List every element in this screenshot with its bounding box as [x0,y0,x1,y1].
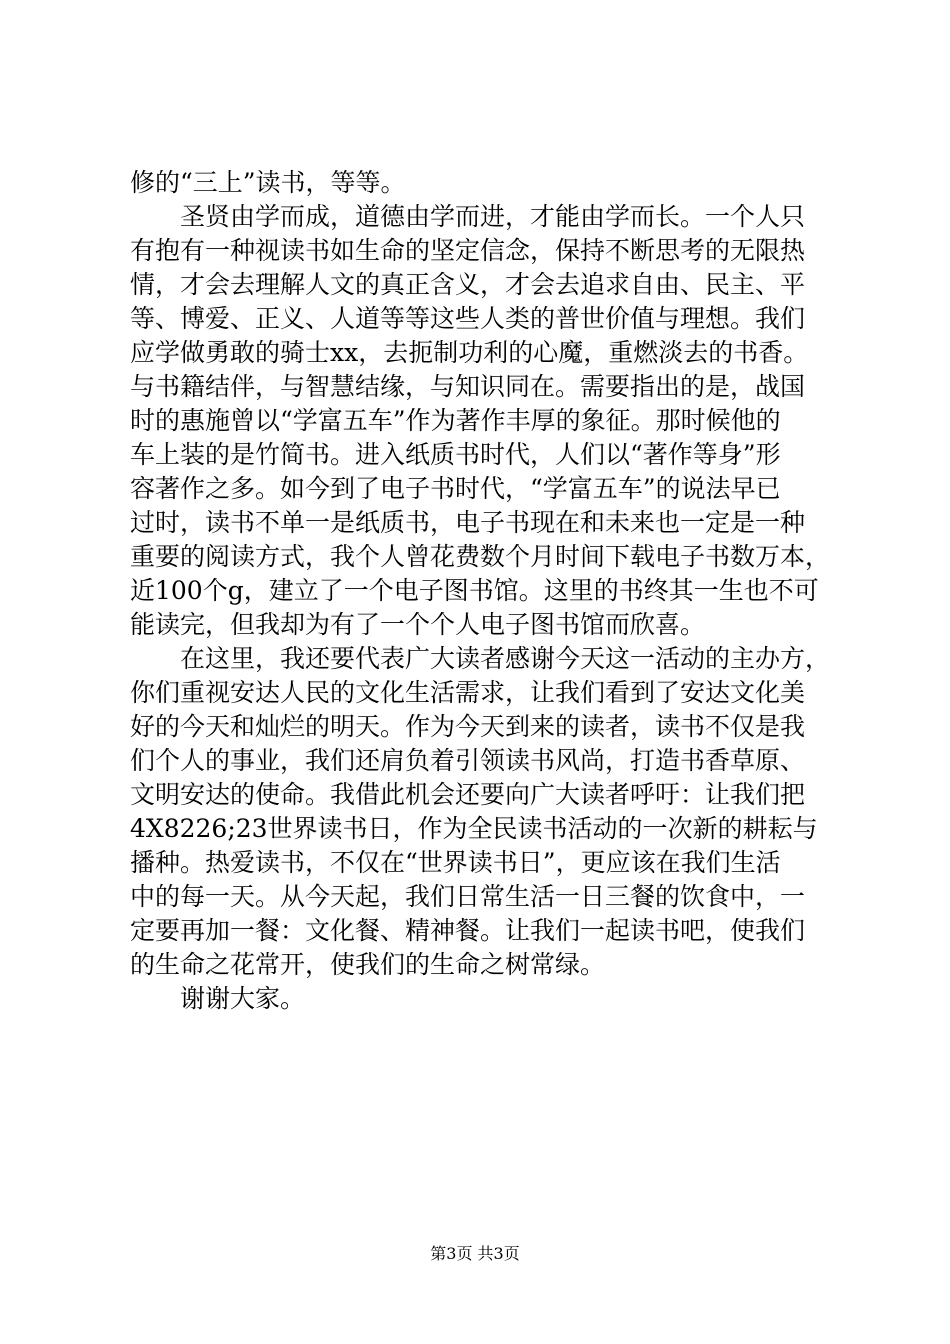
text-line: 过时，读书不单一是纸质书，电子书现在和未来也一定是一种 [130,508,806,537]
text-line: 中的每一天。从今天起，我们日常生活一日三餐的饮食中，一 [130,882,806,911]
text-line: 修的“三上”读书，等等。 [130,168,406,197]
text-line: 定要再加一餐：文化餐、精神餐。让我们一起读书吧，使我们 [130,916,806,945]
text-line: 的生命之花常开，使我们的生命之树常绿。 [130,950,606,979]
text-line: 们个人的事业，我们还肩负着引领读书风尚，打造书香草原、 [130,746,806,775]
text-line: 与书籍结伴，与智慧结缘，与知识同在。需要指出的是，战国 [130,372,806,401]
text-line: 谢谢大家。 [130,984,306,1013]
text-line: 时的惠施曾以“学富五车”作为著作丰厚的象征。那时候他的 [130,406,781,435]
text-line: 近100个g，建立了一个电子图书馆。这里的书终其一生也不可 [130,576,819,605]
page-number-footer: 第3页 共3页 [430,1244,520,1263]
text-line: 情，才会去理解人文的真正含义，才会去追求自由、民主、平 [130,270,806,299]
text-line: 能读完，但我却为有了一个个人电子图书馆而欣喜。 [130,610,706,639]
text-line: 有抱有一种视读书如生命的坚定信念，保持不断思考的无限热 [130,236,806,265]
text-line: 等、博爱、正义、人道等等这些人类的普世价值与理想。我们 [130,304,806,333]
text-line: 4X8226;23世界读书日，作为全民读书活动的一次新的耕耘与 [130,814,818,843]
text-line: 你们重视安达人民的文化生活需求，让我们看到了安达文化美 [130,678,806,707]
text-line: 圣贤由学而成，道德由学而进，才能由学而长。一个人只 [130,202,806,231]
text-line: 应学做勇敢的骑士xx，去扼制功利的心魔，重燃淡去的书香。 [130,338,809,367]
text-line: 车上装的是竹简书。进入纸质书时代，人们以“著作等身”形 [130,440,781,469]
text-line: 播种。热爱读书，不仅在“世界读书日”，更应该在我们生活 [130,848,781,877]
text-line: 文明安达的使命。我借此机会还要向广大读者呼吁：让我们把 [130,780,806,809]
text-line: 重要的阅读方式，我个人曾花费数个月时间下载电子书数万本， [130,542,831,571]
text-line: 好的今天和灿烂的明天。作为今天到来的读者，读书不仅是我 [130,712,806,741]
text-line: 容著作之多。如今到了电子书时代，“学富五车”的说法早已 [130,474,781,503]
text-line: 在这里，我还要代表广大读者感谢今天这一活动的主办方， [130,644,831,673]
